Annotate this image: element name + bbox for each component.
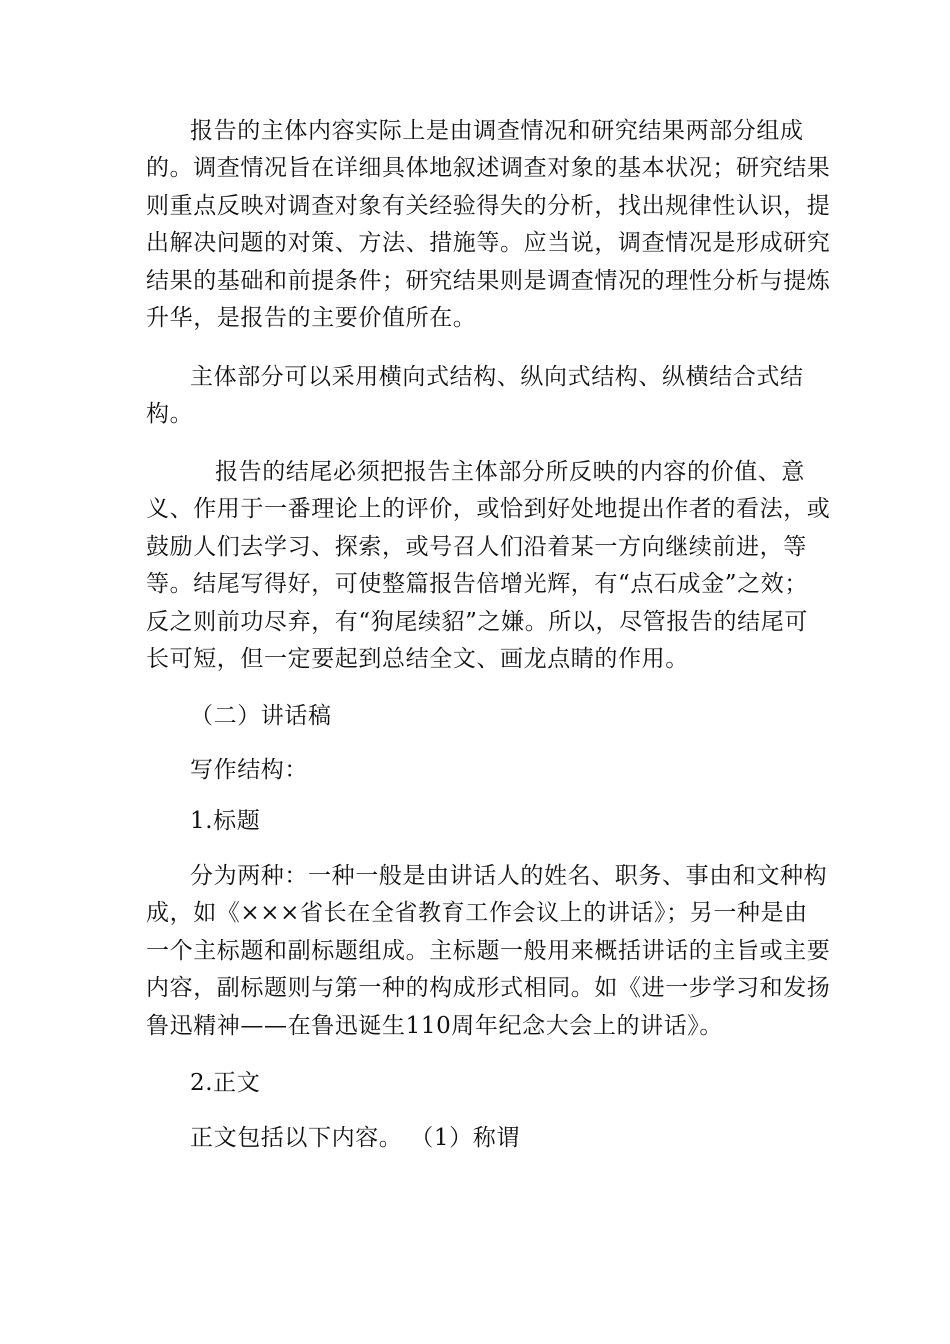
paragraph-1-line-5: 结果的基础和前提条件；研究结果则是调查情况的理性分析与提炼 — [146, 268, 831, 294]
heading-title: 1.标题 — [190, 808, 261, 834]
paragraph-4-line-5: 鲁迅精神——在鲁迅诞生110周年纪念大会上的讲话》。 — [146, 1013, 723, 1039]
paragraph-3-line-3: 鼓励人们去学习、探索，或号召人们沿着某一方向继续前进，等 — [146, 534, 807, 560]
paragraph-3-line-1: 报告的结尾必须把报告主体部分所反映的内容的价值、意 — [215, 459, 805, 485]
heading-writing-structure: 写作结构： — [190, 757, 308, 783]
paragraph-3-line-6: 长可短，但一定要起到总结全文、画龙点睛的作用。 — [146, 646, 689, 672]
paragraph-4-line-3: 一个主标题和副标题组成。主标题一般用来概括讲话的主旨或主要 — [146, 938, 831, 964]
paragraph-1-line-6: 升华，是报告的主要价值所在。 — [146, 305, 477, 331]
paragraph-1-line-4: 出解决问题的对策、方法、措施等。应当说，调查情况是形成研究 — [146, 230, 831, 256]
paragraph-2-line-1: 主体部分可以采用横向式结构、纵向式结构、纵横结合式结 — [190, 364, 804, 390]
paragraph-4-line-1: 分为两种：一种一般是由讲话人的姓名、职务、事由和文种构 — [190, 863, 828, 889]
heading-speech-draft: （二）讲话稿 — [190, 703, 332, 729]
paragraph-3-line-2: 义、作用于一番理论上的评价，或恰到好处地提出作者的看法，或 — [146, 496, 831, 522]
paragraph-3-line-5: 反之则前功尽弃，有“狗尾续貂”之嫌。所以，尽管报告的结尾可 — [146, 609, 808, 635]
paragraph-1-line-1: 报告的主体内容实际上是由调查情况和研究结果两部分组成 — [190, 118, 804, 144]
paragraph-3-line-4: 等。结尾写得好，可使整篇报告倍增光辉，有“点石成金”之效； — [146, 571, 808, 597]
paragraph-1-line-3: 则重点反映对调查对象有关经验得失的分析，找出规律性认识，提 — [146, 193, 831, 219]
heading-body: 2.正文 — [190, 1070, 261, 1096]
paragraph-2-line-2: 构。 — [146, 401, 194, 427]
paragraph-4-line-2: 成，如《×××省长在全省教育工作会议上的讲话》；另一种是由 — [146, 900, 808, 926]
paragraph-5: 正文包括以下内容。 （1）称谓 — [190, 1125, 520, 1151]
paragraph-1-line-2: 的。调查情况旨在详细具体地叙述调查对象的基本状况；研究结果 — [146, 155, 831, 181]
paragraph-4-line-4: 内容，副标题则与第一种的构成形式相同。如《进一步学习和发扬 — [146, 975, 831, 1001]
